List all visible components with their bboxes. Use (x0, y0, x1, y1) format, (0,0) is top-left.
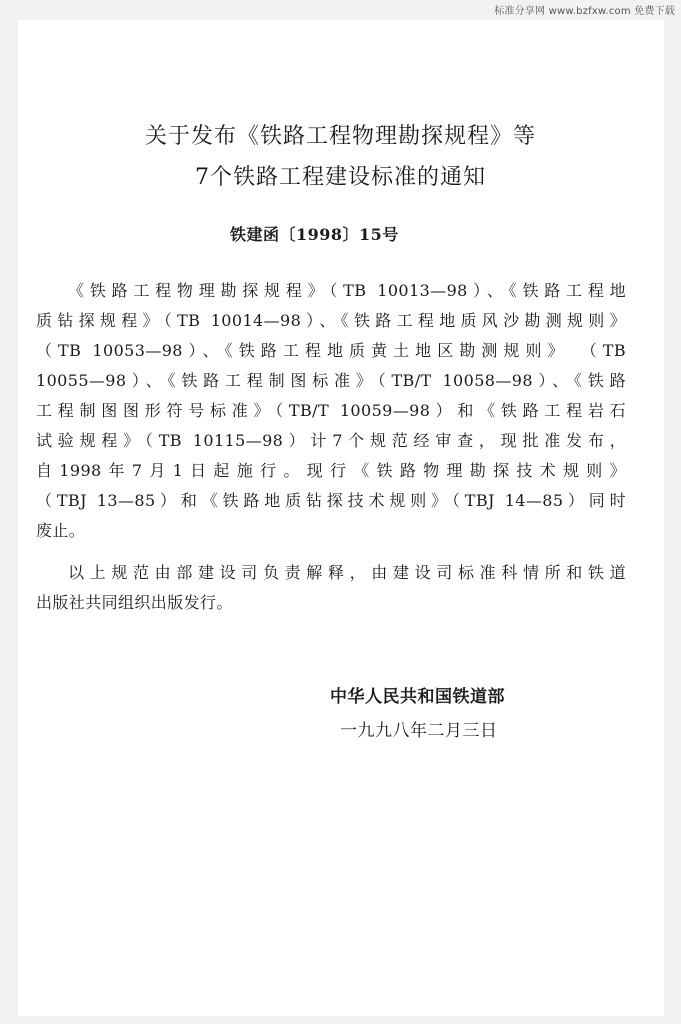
paragraph-line: 出版社共同组织出版发行。 (36, 593, 233, 612)
paragraph-line: 试验规程》（TB 10115—98）计7个规范经审查，现批准发布， (36, 431, 626, 450)
document-title-line-1: 关于发布《铁路工程物理勘探规程》等 (144, 124, 536, 149)
issue-date: 一九九八年二月三日 (340, 721, 498, 741)
paragraph-line: 以上规范由部建设司负责解释，由建设司标准科情所和铁道 (68, 563, 626, 582)
paragraph-line: 质钻探规程》（TB 10014—98）、《铁路工程地质风沙勘测规则》 (36, 311, 626, 330)
paragraph-line: （TBJ 13—85）和《铁路地质钻探技术规则》（TBJ 14—85）同时 (36, 491, 626, 510)
paragraph-line: 《铁路工程物理勘探规程》（TB 10013—98）、《铁路工程地 (68, 281, 626, 300)
notice-paragraph-1 (36, 276, 626, 546)
paragraph-line: （TB 10053—98）、《铁路工程地质黄土地区勘测规则》 （TB (36, 341, 626, 360)
paragraph-line: 自1998年7月1日起施行。现行《铁路物理勘探技术规则》 (36, 461, 626, 480)
site-watermark: 标准分享网 www.bzfxw.com 免费下载 (494, 6, 675, 17)
document-title-line-2: 7个铁路工程建设标准的通知 (195, 165, 486, 190)
issuing-authority: 中华人民共和国铁道部 (330, 687, 505, 707)
document-number: 铁建函〔1998〕15号 (230, 225, 399, 244)
notice-paragraph-2 (36, 558, 626, 618)
paragraph-line: 工程制图图形符号标准》（TB/T 10059—98）和《铁路工程岩石 (36, 401, 626, 420)
paragraph-line: 10055—98）、《铁路工程制图标准》（TB/T 10058—98）、《铁路 (36, 371, 626, 390)
paragraph-line: 废止。 (36, 521, 86, 540)
